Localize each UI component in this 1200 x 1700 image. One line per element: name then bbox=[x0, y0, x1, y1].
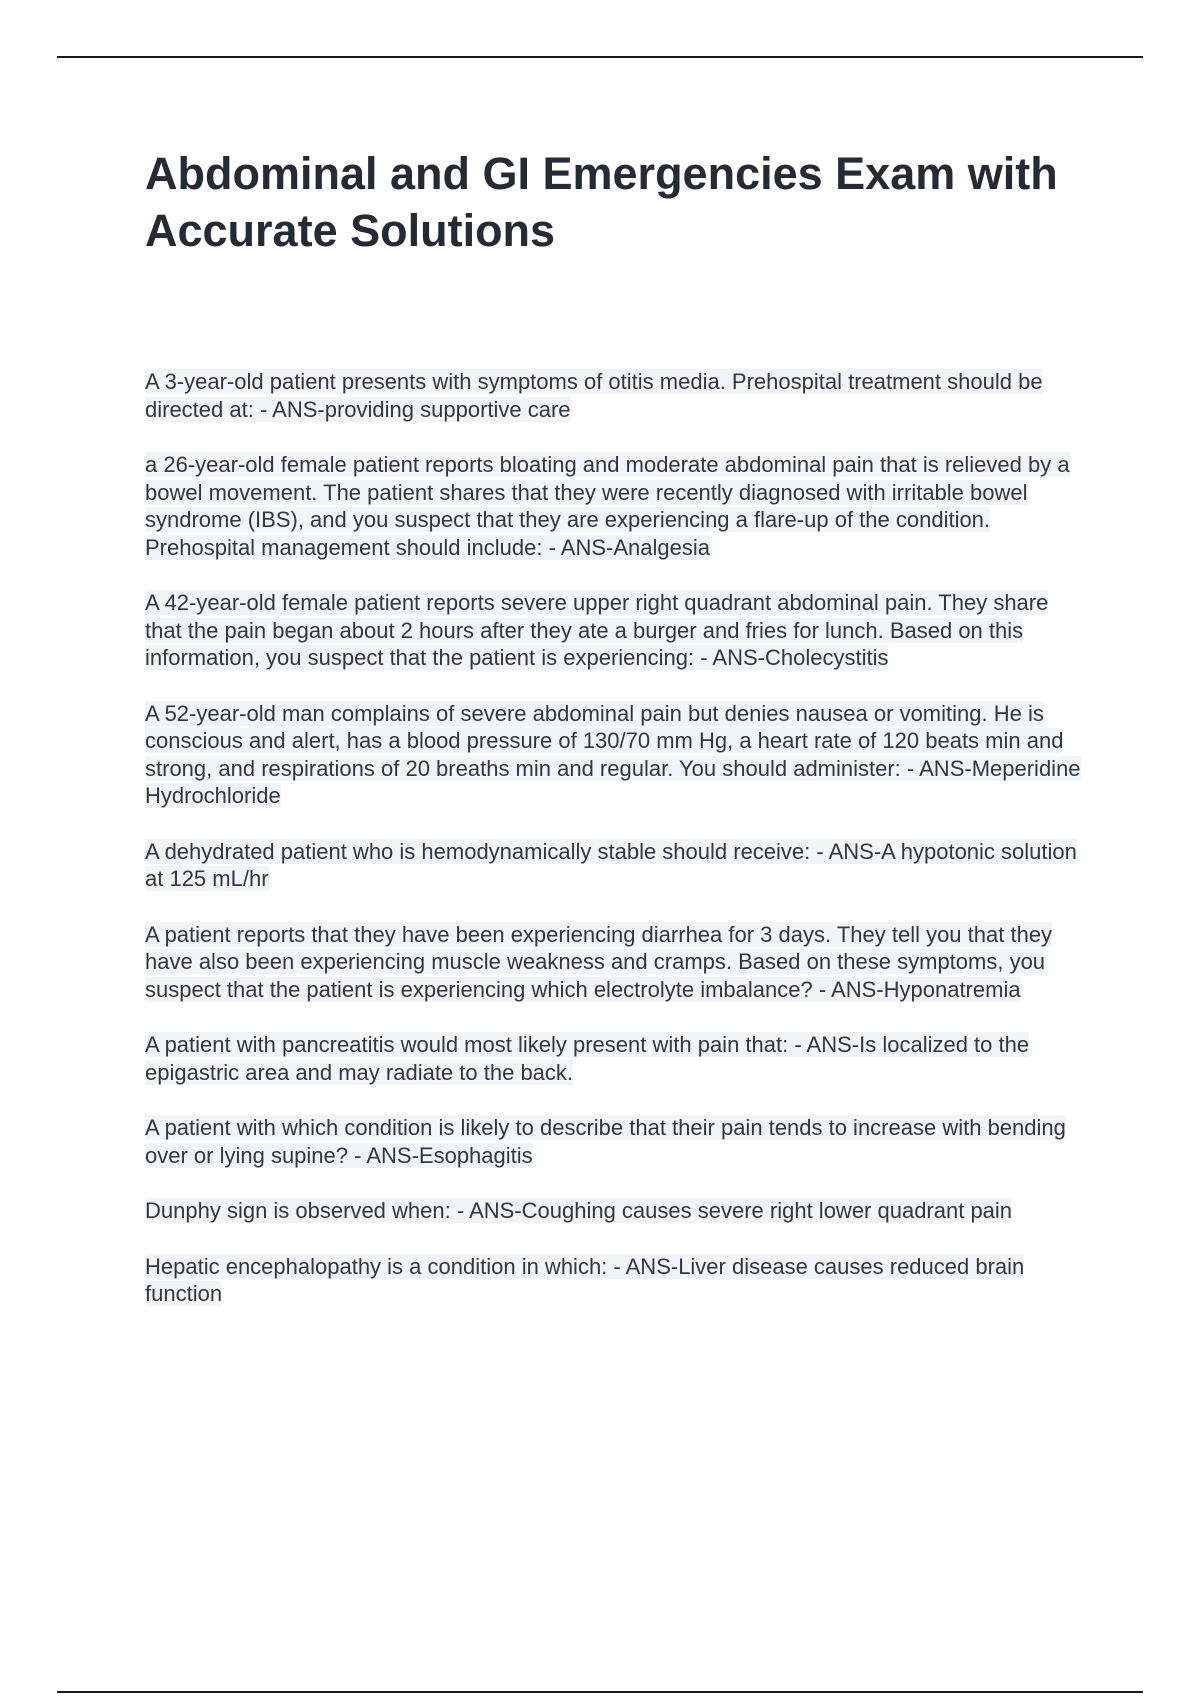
qa-item bbox=[145, 589, 1085, 672]
qa-text: A patient with pancreatitis would most likely present with pain that: - ANS-Is localized to the epigastric area and may radiate to the back. bbox=[145, 1032, 1030, 1085]
qa-item bbox=[145, 700, 1085, 810]
qa-text: A 42-year-old female patient reports severe upper right quadrant abdominal pain. They share that the pain began about 2 hours after they ate a burger and fries for lunch. Based on this information, you suspect that the patient is experiencing: - ANS-Cholecystitis bbox=[145, 590, 1049, 670]
qa-text: A patient reports that they have been experiencing diarrhea for 3 days. They tell you that they have also been experiencing muscle weakness and cramps. Based on these symptoms, you suspect that the patient is experiencing which electrolyte imbalance? - ANS-Hyponatremia bbox=[145, 921, 1053, 1002]
qa-text: A dehydrated patient who is hemodynamically stable should receive: - ANS-A hypotonic solution at 125 mL/hr bbox=[145, 838, 1077, 891]
qa-text: A patient with which condition is likely to describe that their pain tends to increase with bending over or lying supine? - ANS-Esophagitis bbox=[145, 1115, 1066, 1168]
qa-item bbox=[145, 451, 1085, 561]
qa-item bbox=[145, 1031, 1085, 1086]
qa-text: Dunphy sign is observed when: - ANS-Coughing causes severe right lower quadrant pain bbox=[145, 1198, 1013, 1223]
qa-item bbox=[145, 838, 1085, 893]
footer-rule bbox=[57, 1691, 1143, 1693]
qa-list bbox=[145, 368, 1085, 1336]
qa-item bbox=[145, 921, 1085, 1004]
header-rule bbox=[57, 56, 1143, 58]
qa-item bbox=[145, 1253, 1085, 1308]
qa-item bbox=[145, 368, 1085, 423]
qa-text: A 3-year-old patient presents with symptoms of otitis media. Prehospital treatment should be directed at: - ANS-providing supportive care bbox=[145, 369, 1043, 422]
qa-text: Hepatic encephalopathy is a condition in which: - ANS-Liver disease causes reduced brain function bbox=[145, 1253, 1025, 1306]
qa-item bbox=[145, 1114, 1085, 1169]
qa-item bbox=[145, 1197, 1085, 1225]
document-title: Abdominal and GI Emergencies Exam with Accurate Solutions bbox=[145, 148, 1058, 256]
qa-text: A 52-year-old man complains of severe abdominal pain but denies nausea or vomiting. He is conscious and alert, has a blood pressure of 130/70 mm Hg, a heart rate of 120 beats min and strong, and respirations of 20 breaths min and regular. You should administer: - ANS-Meperidine Hydrochloride bbox=[145, 700, 1081, 808]
qa-text: a 26-year-old female patient reports bloating and moderate abdominal pain that is relieved by a bowel movement. The patient shares that they were recently diagnosed with irritable bowel syndrome (IBS), and you suspect that they are experiencing a flare-up of the condition. Prehospital management should include: - ANS-Analgesia bbox=[145, 452, 1070, 560]
